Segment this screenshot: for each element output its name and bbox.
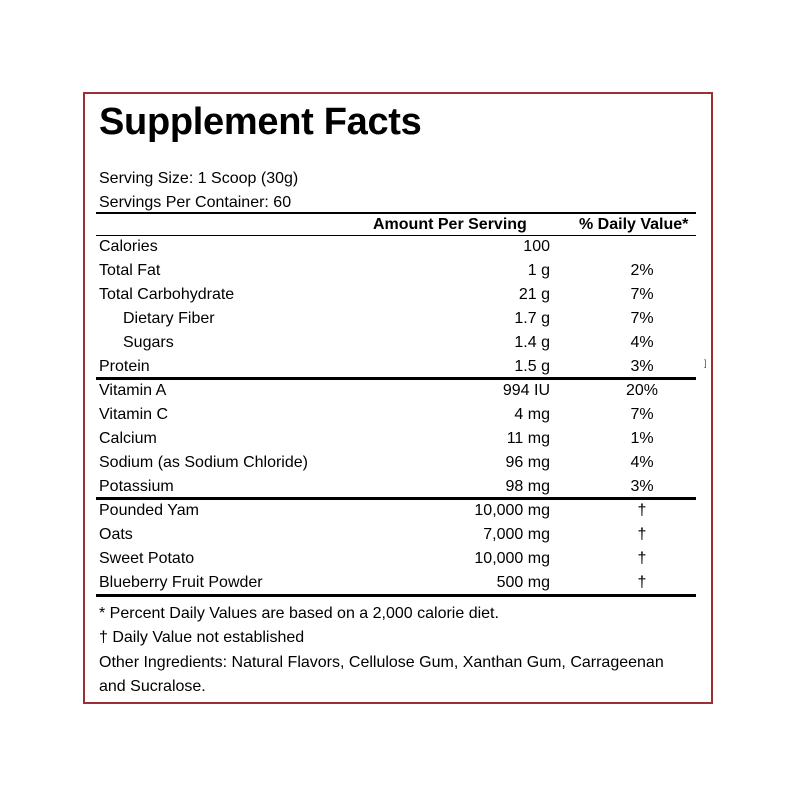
nutrient-daily-value: 3% (630, 358, 654, 375)
nutrient-amount: 1 g (527, 262, 550, 279)
header-rule (96, 212, 696, 214)
nutrient-name: Sugars (123, 334, 174, 351)
ingredient-daily-value: † (637, 550, 647, 567)
dagger-note: † Daily Value not established (99, 629, 305, 646)
nutrient-name: Vitamin A (99, 382, 167, 399)
table-row (0, 405, 800, 429)
nutrient-daily-value: 2% (630, 262, 654, 279)
nutrient-daily-value: 7% (630, 286, 654, 303)
nutrient-name: Sodium (as Sodium Chloride) (99, 454, 308, 471)
amount-header: Amount Per Serving (373, 216, 527, 233)
nutrient-amount: 98 mg (505, 478, 550, 495)
section-rule (96, 377, 696, 380)
ingredient-name: Oats (99, 526, 133, 543)
table-row (0, 285, 800, 309)
nutrient-amount: 100 (523, 238, 550, 255)
nutrient-daily-value: 4% (630, 454, 654, 471)
nutrient-name: Total Carbohydrate (99, 286, 235, 303)
table-row (0, 381, 800, 405)
table-row (0, 309, 800, 333)
ingredient-amount: 10,000 mg (474, 550, 550, 567)
section-rule (96, 497, 696, 500)
table-row (0, 429, 800, 453)
other-ingredients-line-2: and Sucralose. (99, 678, 206, 695)
table-row (0, 453, 800, 477)
nutrient-amount: 1.5 g (514, 358, 550, 375)
nutrient-amount: 21 g (518, 286, 550, 303)
table-row (0, 501, 800, 525)
nutrient-amount: 4 mg (514, 406, 550, 423)
ingredient-amount: 10,000 mg (474, 502, 550, 519)
nutrient-name: Calcium (99, 430, 157, 447)
ingredient-amount: 7,000 mg (483, 526, 550, 543)
page-title: Supplement Facts (99, 101, 422, 143)
nutrient-amount: 96 mg (505, 454, 550, 471)
serving-size: Serving Size: 1 Scoop (30g) (99, 170, 299, 187)
ingredient-daily-value: † (637, 502, 647, 519)
ingredient-daily-value: † (637, 526, 647, 543)
nutrient-name: Vitamin C (99, 406, 169, 423)
ingredient-amount: 500 mg (496, 574, 550, 591)
bracket-mark-icon: ] (704, 358, 707, 368)
nutrient-amount: 994 IU (502, 382, 550, 399)
nutrient-daily-value: 4% (630, 334, 654, 351)
nutrient-name: Calories (99, 238, 158, 255)
table-row (0, 237, 800, 261)
ingredient-daily-value: † (637, 574, 647, 591)
ingredient-name: Sweet Potato (99, 550, 195, 567)
table-row (0, 525, 800, 549)
bottom-rule (96, 594, 696, 597)
nutrient-amount: 11 mg (506, 430, 550, 447)
ingredient-name: Blueberry Fruit Powder (99, 574, 263, 591)
servings-per-container: Servings Per Container: 60 (99, 194, 292, 211)
nutrient-daily-value: 7% (630, 406, 654, 423)
column-header-rule (96, 235, 696, 236)
nutrient-name: Potassium (99, 478, 174, 495)
nutrient-name: Dietary Fiber (123, 310, 215, 327)
nutrient-daily-value: 1% (630, 430, 654, 447)
table-row (0, 549, 800, 573)
nutrient-daily-value: 3% (630, 478, 654, 495)
table-row (0, 333, 800, 357)
table-row (0, 261, 800, 285)
nutrient-daily-value: 20% (625, 382, 659, 399)
percent-daily-value-note: * Percent Daily Values are based on a 2,000 calorie diet. (99, 605, 499, 622)
nutrient-name: Total Fat (99, 262, 161, 279)
daily-value-header: % Daily Value* (579, 216, 689, 233)
nutrient-name: Protein (99, 358, 150, 375)
nutrient-amount: 1.7 g (514, 310, 550, 327)
nutrient-amount: 1.4 g (514, 334, 550, 351)
nutrient-daily-value: 7% (630, 310, 654, 327)
ingredient-name: Pounded Yam (99, 502, 199, 519)
other-ingredients-line-1: Other Ingredients: Natural Flavors, Cellulose Gum, Xanthan Gum, Carrageenan (99, 654, 664, 671)
